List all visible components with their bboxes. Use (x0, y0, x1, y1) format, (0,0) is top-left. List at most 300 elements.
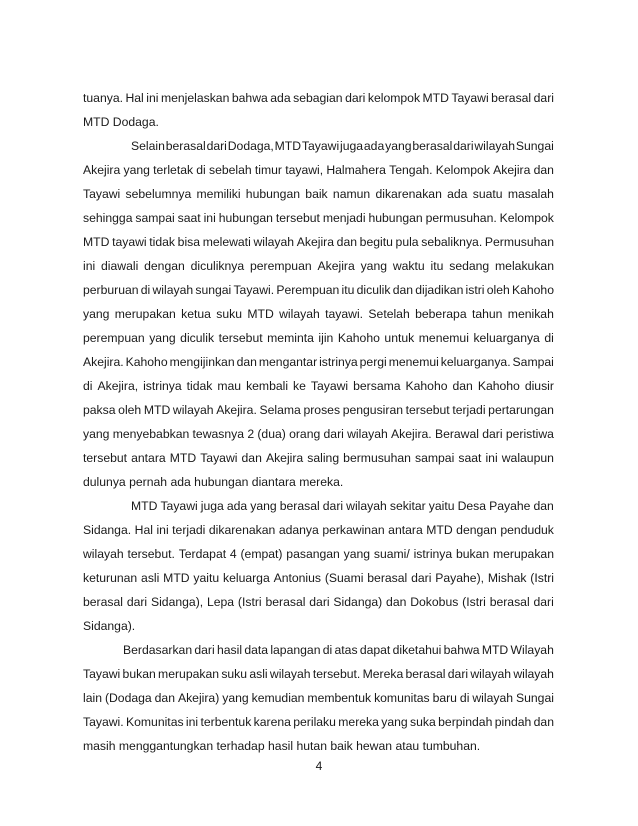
word: bisa (177, 235, 201, 249)
word: MTD (481, 643, 509, 657)
word: merupakan (114, 307, 176, 321)
text-line (83, 638, 554, 662)
word: ini (156, 523, 169, 537)
word: hewan (356, 739, 393, 753)
word: tahun (471, 307, 503, 321)
word: berasal (279, 499, 320, 513)
word: istrinya (413, 547, 453, 561)
word: Berdasarkan (123, 643, 193, 657)
word: wilayah (83, 547, 124, 561)
word: berasal (489, 595, 530, 609)
word: Tayawi (301, 139, 340, 153)
word: tayawi, (285, 163, 324, 177)
word: pasangan (286, 547, 340, 561)
text-line (83, 134, 554, 158)
word: peristiwa (505, 427, 554, 441)
word: keturunan (83, 571, 138, 585)
word: dan (533, 499, 554, 513)
word: proses (303, 403, 341, 417)
word: Tayawi (200, 451, 238, 465)
word: sebagian (293, 91, 343, 105)
word: suka (410, 715, 436, 729)
word: Tayawi (451, 91, 489, 105)
word: suami/ (373, 547, 410, 561)
word: Sampai (512, 355, 554, 369)
word: terletak (153, 163, 194, 177)
word: dengan (144, 259, 185, 273)
word: wilayah (253, 235, 295, 249)
word: dapat (359, 643, 391, 657)
word: dari (533, 91, 554, 105)
word: kemudian (251, 691, 305, 705)
word: Akejira (317, 259, 355, 273)
word: antara (388, 523, 423, 537)
word: menjadi (322, 211, 366, 225)
word: berasal (412, 139, 453, 153)
word: mengijinkan (169, 355, 235, 369)
word: keluarganya. (440, 355, 511, 369)
document-body (83, 86, 554, 758)
word: MTD (247, 307, 274, 321)
word: Dodaga. (112, 115, 159, 129)
word: MTD (426, 523, 453, 537)
word: sampai (415, 451, 455, 465)
word: hubungan (194, 475, 249, 489)
word: menemui (388, 355, 439, 369)
word: dari (533, 595, 554, 609)
word: menemui (418, 331, 469, 345)
word: Tayawi (310, 379, 349, 393)
word: berasal (405, 667, 446, 681)
word: tersebut. (127, 547, 175, 561)
word: di (544, 331, 554, 345)
word: Sidanga) (333, 595, 383, 609)
word: atas (334, 643, 358, 657)
word: Akejira (83, 163, 121, 177)
word: timur (254, 163, 282, 177)
text-line (83, 182, 554, 206)
word: tersebut (218, 331, 263, 345)
word: bahwa (231, 91, 268, 105)
word: baik (330, 739, 353, 753)
word: Kahoho (477, 379, 520, 393)
word: diawali (101, 259, 139, 273)
text-line (83, 614, 554, 638)
word: antara (131, 451, 166, 465)
word: Halmahera (326, 163, 386, 177)
word: MTD (163, 571, 190, 585)
word: dikarenakan (208, 523, 276, 537)
word: yang (343, 547, 371, 561)
text-line (83, 86, 554, 110)
word: bersama (353, 379, 401, 393)
word: ke (293, 379, 306, 393)
word: istrinya (143, 379, 182, 393)
word: tidak (186, 379, 213, 393)
word: sebelah (208, 163, 252, 177)
word: berasal (165, 139, 206, 153)
word: suatu (472, 187, 503, 201)
word: tersebut (275, 211, 320, 225)
text-line (83, 422, 554, 446)
word: yaitu (428, 499, 455, 513)
word: suku (216, 307, 243, 321)
word: saat (458, 451, 482, 465)
word: sedang (449, 259, 490, 273)
word: wilayah (474, 139, 516, 153)
word: Sidanga). (83, 619, 136, 633)
word: MTD (143, 403, 171, 417)
word: Kahoho (511, 283, 554, 297)
word: yang (385, 139, 412, 153)
word: dan (533, 715, 554, 729)
word: yang (149, 331, 176, 345)
word: sampai (135, 211, 175, 225)
word: data (244, 643, 269, 657)
word: adanya (278, 523, 319, 537)
word: perempuan (249, 259, 312, 273)
word: MTD (83, 115, 110, 129)
text-line (83, 158, 554, 182)
word: pernah (129, 475, 168, 489)
word: tersebut (83, 451, 128, 465)
word: sebaliknya. (421, 235, 483, 249)
word: dan (241, 451, 262, 465)
word: (empat) (240, 547, 283, 561)
word: Tayawi (83, 187, 121, 201)
word: Hal (134, 523, 153, 537)
word: Tayawi. (233, 283, 275, 297)
word: menggantungkan (118, 739, 214, 753)
word: baik (305, 187, 328, 201)
word: dari (322, 499, 344, 513)
word: perkawinan (322, 523, 385, 537)
word: wilayah (513, 667, 554, 681)
word: Mereka (362, 667, 404, 681)
word: MTD (422, 91, 449, 105)
word: dan (336, 235, 358, 249)
word: merupakan (158, 667, 220, 681)
word: itu (341, 283, 355, 297)
word: yang (360, 259, 388, 273)
word: atau (395, 739, 420, 753)
word: Antonius (273, 571, 322, 585)
word: ada (270, 91, 291, 105)
word: Setelah (368, 307, 410, 321)
word: diculik (356, 283, 391, 297)
word: ketua (181, 307, 211, 321)
word: Akejira. (83, 355, 124, 369)
word: di (322, 643, 333, 657)
word: di (196, 163, 206, 177)
word: istrinya (319, 355, 358, 369)
word: Akejira. (216, 403, 257, 417)
word: wilayah (152, 283, 194, 297)
word: perilaku (293, 715, 336, 729)
word: wilayah (269, 667, 311, 681)
word: bermusuhan (343, 451, 411, 465)
word: yang (83, 427, 110, 441)
text-line (83, 662, 554, 686)
word: wilayah (347, 427, 388, 441)
word: mereka (338, 715, 379, 729)
word: Kelompok (499, 211, 554, 225)
word: tersebut (405, 403, 450, 417)
word: dan (533, 163, 554, 177)
word: tersebut. (312, 667, 361, 681)
word: tidak (149, 235, 176, 249)
word: ini (146, 91, 159, 105)
word: di (83, 379, 93, 393)
word: wilayah (470, 667, 512, 681)
word: dari (447, 667, 469, 681)
word: berpindah (438, 715, 493, 729)
word: dan (392, 283, 414, 297)
text-line (83, 206, 554, 230)
word: kelompok (367, 91, 421, 105)
word: hasil (268, 739, 294, 753)
text-line (83, 686, 554, 710)
word: hutan (296, 739, 327, 753)
word: sekitar (389, 499, 426, 513)
word: mengantar (258, 355, 318, 369)
word: Tengah. (389, 163, 433, 177)
word: (Dodaga (104, 691, 152, 705)
word: wilayah (172, 403, 214, 417)
word: Selama (259, 403, 301, 417)
word: dulunya (83, 475, 126, 489)
word: tayawi. (325, 307, 364, 321)
text-line (83, 518, 554, 542)
text-line (83, 566, 554, 590)
word: dijadikan (415, 283, 464, 297)
word: masih (83, 739, 116, 753)
word: 4 (229, 547, 237, 561)
word: yang (123, 163, 150, 177)
text-line (83, 302, 554, 326)
word: keluarga (222, 571, 270, 585)
word: pertarungan (488, 403, 554, 417)
word: menyebabkan (112, 427, 190, 441)
word: begitu (359, 235, 393, 249)
word: ada (226, 499, 248, 513)
text-line (83, 470, 554, 494)
word: yaitu (193, 571, 220, 585)
word: Berawal (434, 427, 479, 441)
word: permusuhan. (425, 211, 497, 225)
word: pergi (359, 355, 387, 369)
word: Kahoho (125, 355, 168, 369)
word: MTD (131, 499, 158, 513)
word: Hal (125, 91, 144, 105)
word: oleh (486, 283, 510, 297)
word: yang (250, 499, 277, 513)
word: (Suami (324, 571, 364, 585)
word: komunitas (374, 691, 430, 705)
word: yang (83, 307, 110, 321)
text-line (83, 254, 554, 278)
word: terhadap (216, 739, 265, 753)
word: karena (253, 715, 291, 729)
word: Sungai (515, 139, 554, 153)
word: berasal (491, 91, 532, 105)
word: di (140, 283, 151, 297)
word: (Istri (237, 595, 262, 609)
word: bahwa (443, 643, 480, 657)
text-line (83, 350, 554, 374)
word: untuk (384, 331, 415, 345)
word: Tayawi (83, 667, 121, 681)
word: Dodaga, (227, 139, 274, 153)
word: Mishak (487, 571, 527, 585)
word: di (459, 691, 470, 705)
word: Terdapat (178, 547, 227, 561)
word: (dua) (257, 427, 286, 441)
word: pengusiran (342, 403, 403, 417)
word: saling (307, 451, 340, 465)
word: diusir (524, 379, 554, 393)
word: dari (309, 595, 330, 609)
word: MTD (274, 139, 302, 153)
word: Akejira, (97, 379, 139, 393)
word: diculik (180, 331, 215, 345)
word: dari (345, 91, 366, 105)
word: Akejira (265, 451, 304, 465)
word: masalah (507, 187, 554, 201)
word: hubungan (245, 187, 301, 201)
word: melewati (202, 235, 251, 249)
word: (Istri (530, 571, 554, 585)
word: Payahe), (435, 571, 485, 585)
word: juga (200, 499, 224, 513)
word: suku (221, 667, 248, 681)
word: ijin (318, 331, 334, 345)
text-line (83, 374, 554, 398)
word: kembali (246, 379, 289, 393)
word: Komunitas (125, 715, 184, 729)
text-line (83, 542, 554, 566)
word: ada (447, 187, 468, 201)
word: dan (386, 595, 407, 609)
word: itu (430, 259, 444, 273)
word: oleh (118, 403, 142, 417)
word: Sidanga), (150, 595, 204, 609)
word: dengan (456, 523, 497, 537)
word: Akejira (493, 163, 531, 177)
word: Wilayah (510, 643, 554, 657)
word: meminta (267, 331, 314, 345)
word: terjadi (452, 403, 486, 417)
word: bukan (455, 547, 490, 561)
word: ini (185, 715, 199, 729)
word: ini (485, 451, 498, 465)
word: sehingga (83, 211, 133, 225)
word: Akejira. (391, 427, 432, 441)
word: memiliki (196, 187, 241, 201)
word: perburuan (83, 283, 139, 297)
word: (Istri (462, 595, 486, 609)
word: Sungai (515, 691, 554, 705)
word: walaupun (501, 451, 554, 465)
word: ini (83, 259, 96, 273)
word: dan (154, 691, 175, 705)
word: orang (289, 427, 321, 441)
word: membentuk (307, 691, 372, 705)
word: yang (222, 691, 249, 705)
word: sungai (195, 283, 232, 297)
word: namun (332, 187, 371, 201)
word: Permusuhan (484, 235, 554, 249)
word: berasal (265, 595, 306, 609)
word: MTD (169, 451, 197, 465)
word: penduduk (500, 523, 554, 537)
word: asli (141, 571, 160, 585)
word: terjadi (172, 523, 206, 537)
word: diketahui (392, 643, 442, 657)
word: keluarganya (473, 331, 540, 345)
text-line (83, 446, 554, 470)
page-number: 4 (315, 759, 323, 773)
word: hubungan (368, 211, 423, 225)
word: tumbuhan. (422, 739, 481, 753)
word: diantara (251, 475, 296, 489)
word: sebelumnya (125, 187, 192, 201)
word: dari (323, 427, 344, 441)
word: dan (236, 355, 257, 369)
word: Tayawi. (83, 715, 124, 729)
text-line (83, 590, 554, 614)
word: tuanya. (83, 91, 123, 105)
word: MTD (83, 235, 110, 249)
word: melakukan (495, 259, 554, 273)
text-line (83, 278, 554, 302)
word: wilayah (346, 499, 387, 513)
word: lain (83, 691, 102, 705)
word: pindah (494, 715, 532, 729)
word: Kahoho (337, 331, 380, 345)
word: beberapa (415, 307, 467, 321)
word: hubungan (218, 211, 273, 225)
text-line (83, 110, 554, 134)
word: dari (126, 595, 148, 609)
word: lapangan (270, 643, 321, 657)
word: perempuan (83, 331, 145, 345)
word: dari (482, 427, 503, 441)
text-line (83, 398, 554, 422)
word: Selain (131, 139, 165, 153)
word: 2 (247, 427, 255, 441)
word: terbentuk (200, 715, 252, 729)
word: Akejira (296, 235, 335, 249)
word: Sidanga. (83, 523, 132, 537)
word: dari (206, 139, 227, 153)
word: istri (465, 283, 485, 297)
word: asli (249, 667, 268, 681)
word: dari (453, 139, 474, 153)
word: dari (194, 643, 215, 657)
word: yang (381, 715, 408, 729)
word: dan (452, 379, 473, 393)
word: berasal (367, 571, 408, 585)
word: paksa (83, 403, 116, 417)
word: wilayah (472, 691, 514, 705)
word: Kelompok (435, 163, 490, 177)
word: tewasnya (192, 427, 245, 441)
word: dikarenakan (375, 187, 442, 201)
word: tayawi (112, 235, 147, 249)
word: bukan (122, 667, 156, 681)
word: mau (217, 379, 242, 393)
